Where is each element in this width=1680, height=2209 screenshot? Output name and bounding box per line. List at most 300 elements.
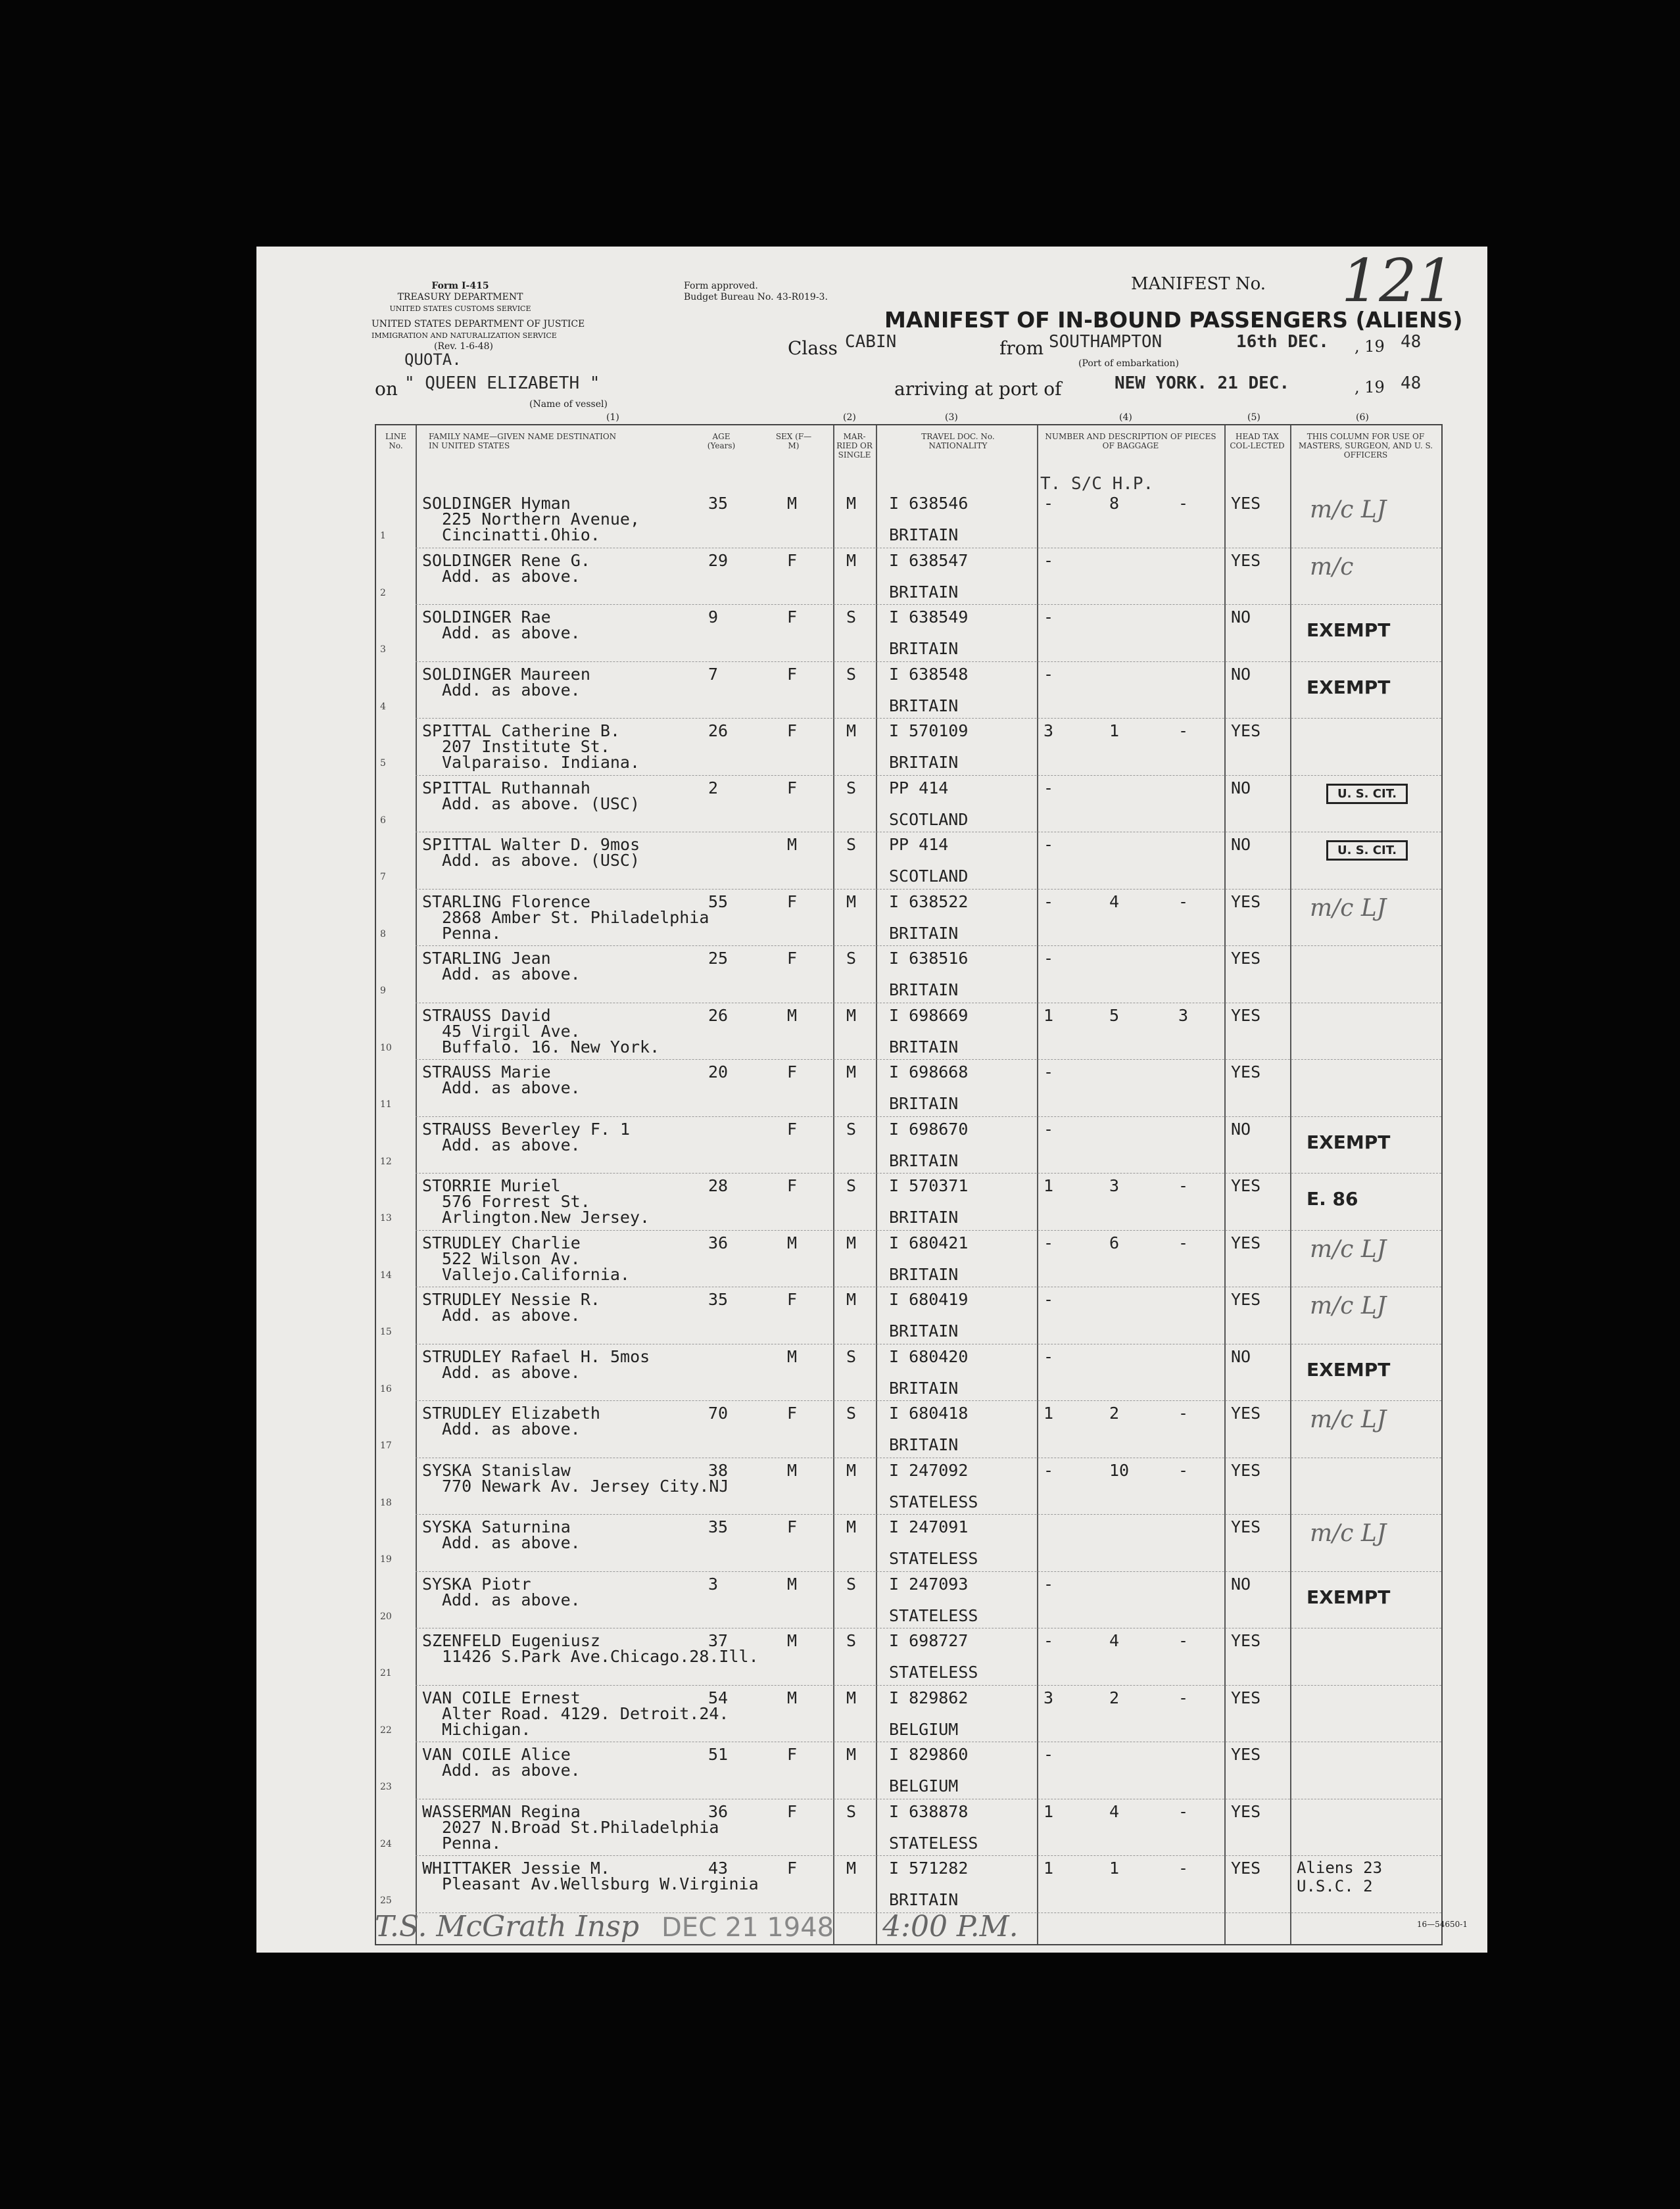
travel-doc-number: I 638547	[889, 550, 969, 570]
head-tax: YES	[1231, 1631, 1261, 1650]
nationality: BRITAIN	[889, 1321, 959, 1341]
officer-note: EXEMPT	[1307, 1131, 1391, 1153]
destination-address: Add. as above. (USC)	[442, 794, 640, 813]
baggage-hp: -	[1178, 1859, 1189, 1878]
baggage-hp: -	[1178, 1176, 1189, 1195]
sex: M	[787, 1005, 798, 1025]
date-stamp: DEC 21 1948	[661, 1912, 834, 1943]
destination-address: Add. as above.	[442, 1533, 581, 1552]
table-row	[376, 832, 1441, 889]
officer-note: E. 86	[1307, 1188, 1358, 1210]
table-row	[376, 548, 1441, 605]
officer-note: m/c LJ	[1310, 1293, 1387, 1319]
table-row	[376, 1628, 1441, 1685]
head-tax: YES	[1231, 1290, 1261, 1309]
head-tax: YES	[1231, 1688, 1261, 1707]
nationality: STATELESS	[889, 1549, 978, 1568]
arrival-port-date: NEW YORK. 21 DEC.	[1115, 373, 1290, 393]
passenger-name: VAN COILE Alice	[422, 1745, 571, 1764]
destination-address: Add. as above. (USC)	[442, 851, 640, 870]
passenger-name: STRAUSS Marie	[422, 1062, 551, 1081]
destination-address: 522 Wilson Av.	[442, 1248, 581, 1268]
travel-doc-number: I 571282	[889, 1859, 969, 1878]
nationality: BRITAIN	[889, 525, 959, 544]
baggage-t: -	[1044, 778, 1054, 797]
nationality: BRITAIN	[889, 1151, 959, 1170]
nationality: SCOTLAND	[889, 809, 969, 829]
nationality: SCOTLAND	[889, 867, 969, 886]
passenger-name: SYSKA Piotr	[422, 1574, 531, 1594]
age: 26	[708, 1005, 729, 1025]
on-label: on	[375, 378, 398, 400]
officer-note: Aliens 23 U.S.C. 2	[1297, 1859, 1401, 1895]
nationality: BRITAIN	[889, 753, 959, 772]
marital-status: S	[846, 1346, 857, 1366]
marital-status: S	[846, 1404, 857, 1423]
sex: F	[787, 1119, 798, 1139]
line-number: 4	[380, 701, 386, 712]
head-tax: YES	[1231, 1517, 1261, 1536]
treasury-dept: TREASURY DEPARTMENT	[397, 292, 523, 302]
head-tax: NO	[1231, 1119, 1251, 1139]
sex: F	[787, 550, 798, 570]
head-tax: YES	[1231, 721, 1261, 740]
passenger-name: SPITTAL Walter D. 9mos	[422, 835, 640, 854]
travel-doc-number: I 698669	[889, 1005, 969, 1025]
table-row	[376, 719, 1441, 775]
baggage-t: -	[1044, 1346, 1054, 1366]
baggage-hp: -	[1178, 1631, 1189, 1650]
line-number: 19	[380, 1554, 392, 1565]
travel-doc-number: PP 414	[889, 835, 949, 854]
destination-address-2: Cincinatti.Ohio.	[442, 525, 600, 544]
travel-doc-number: I 680421	[889, 1233, 969, 1252]
travel-doc-number: I 680418	[889, 1404, 969, 1423]
destination-address: Add. as above.	[442, 964, 581, 984]
line-number: 20	[380, 1611, 392, 1622]
line-number: 17	[380, 1440, 392, 1451]
age: 3	[708, 1574, 719, 1594]
baggage-sc: 4	[1109, 891, 1120, 911]
destination-address: Add. as above.	[442, 566, 581, 586]
travel-doc-number: I 247092	[889, 1460, 969, 1480]
baggage-t: -	[1044, 1631, 1054, 1650]
marital-status: M	[846, 1005, 857, 1025]
baggage-t: -	[1044, 1574, 1054, 1594]
marital-status: M	[846, 1460, 857, 1480]
sex: F	[787, 1062, 798, 1081]
table-row	[376, 1003, 1441, 1060]
vessel-name: " QUEEN ELIZABETH "	[404, 373, 600, 393]
marital-status: M	[846, 1290, 857, 1309]
line-number: 3	[380, 644, 386, 655]
travel-doc-number: I 698668	[889, 1062, 969, 1081]
passenger-name: SPITTAL Catherine B.	[422, 721, 621, 740]
nationality: BRITAIN	[889, 923, 959, 943]
destination-address-2: Buffalo. 16. New York.	[442, 1037, 660, 1057]
line-number: 21	[380, 1668, 392, 1678]
age: 36	[708, 1233, 729, 1252]
head-tax: YES	[1231, 550, 1261, 570]
customs-service: UNITED STATES CUSTOMS SERVICE	[389, 304, 531, 313]
passenger-name: STRAUSS David	[422, 1005, 551, 1025]
class-label: Class	[788, 337, 838, 359]
passenger-name: SZENFELD Eugeniusz	[422, 1631, 600, 1650]
line-number: 11	[380, 1099, 392, 1110]
line-number: 2	[380, 587, 386, 598]
marital-status: M	[846, 1517, 857, 1536]
baggage-t: 1	[1044, 1176, 1054, 1195]
officer-note: EXEMPT	[1307, 676, 1391, 698]
passenger-name: STARLING Florence	[422, 891, 590, 911]
age: 43	[708, 1859, 729, 1878]
budget-bureau: Budget Bureau No. 43-R019-3.	[684, 292, 828, 302]
passenger-name: STARLING Jean	[422, 949, 551, 968]
destination-address-2: Penna.	[442, 1833, 502, 1853]
marital-status: S	[846, 1176, 857, 1195]
nationality: BRITAIN	[889, 980, 959, 999]
baggage-hp: -	[1178, 1801, 1189, 1821]
line-number: 25	[380, 1895, 392, 1906]
travel-doc-number: PP 414	[889, 778, 949, 797]
head-tax: YES	[1231, 1176, 1261, 1195]
table-row	[376, 1117, 1441, 1174]
head-tax: NO	[1231, 1346, 1251, 1366]
head-tax: YES	[1231, 949, 1261, 968]
head-tax: YES	[1231, 891, 1261, 911]
head-tax: YES	[1231, 1062, 1261, 1081]
sex: F	[787, 1801, 798, 1821]
baggage-hp: -	[1178, 1404, 1189, 1423]
passenger-name: STORRIE Muriel	[422, 1176, 561, 1195]
age: 51	[708, 1745, 729, 1764]
baggage-t: -	[1044, 494, 1054, 513]
officer-note: m/c LJ	[1310, 1520, 1387, 1547]
baggage-sc: 4	[1109, 1631, 1120, 1650]
passenger-name: SPITTAL Ruthannah	[422, 778, 590, 797]
table-row	[376, 1401, 1441, 1458]
from-label: from	[999, 337, 1044, 359]
baggage-hp: -	[1178, 1688, 1189, 1707]
age: 9	[708, 607, 719, 627]
form-number: Form I-415	[431, 281, 489, 291]
table-row	[376, 1515, 1441, 1571]
passenger-name: STRUDLEY Nessie R.	[422, 1290, 600, 1309]
destination-address: 45 Virgil Ave.	[442, 1021, 581, 1041]
destination-address: Add. as above.	[442, 1761, 581, 1780]
head-tax: YES	[1231, 1801, 1261, 1821]
header-married: MAR-RIED OR SINGLE	[836, 432, 873, 460]
arrival-year: 48	[1401, 373, 1422, 393]
col-number: (2)	[843, 412, 856, 423]
sex: M	[787, 835, 798, 854]
nationality: BRITAIN	[889, 1435, 959, 1454]
justice-dept: UNITED STATES DEPARTMENT OF JUSTICE	[372, 319, 585, 329]
age: 37	[708, 1631, 729, 1650]
nationality: BRITAIN	[889, 1890, 959, 1909]
marital-status: S	[846, 1119, 857, 1139]
destination-address: 2868 Amber St. Philadelphia	[442, 907, 709, 927]
baggage-sc: 4	[1109, 1801, 1120, 1821]
manifest-number: 121	[1341, 247, 1454, 316]
marital-status: S	[846, 1801, 857, 1821]
baggage-sc: 3	[1109, 1176, 1120, 1195]
header-officers: THIS COLUMN FOR USE OF MASTERS, SURGEON, AND U. S. OFFICERS	[1298, 432, 1433, 460]
table-row	[376, 1344, 1441, 1401]
passenger-name: VAN COILE Ernest	[422, 1688, 581, 1707]
marital-status: M	[846, 721, 857, 740]
table-row	[376, 776, 1441, 832]
age: 35	[708, 1290, 729, 1309]
marital-status: S	[846, 1631, 857, 1650]
passenger-name: STRUDLEY Elizabeth	[422, 1404, 600, 1423]
header-head-tax: HEAD TAX COL-LECTED	[1230, 432, 1285, 450]
destination-address: 225 Northern Avenue,	[442, 510, 640, 529]
officer-note: m/c LJ	[1310, 1406, 1387, 1433]
age: 35	[708, 1517, 729, 1536]
destination-address: 11426 S.Park Ave.Chicago.28.Ill.	[442, 1647, 759, 1666]
destination-address-2: Michigan.	[442, 1719, 531, 1739]
destination-address-2: Valparaiso. Indiana.	[442, 753, 640, 772]
passenger-name: SOLDINGER Rae	[422, 607, 551, 627]
table-row	[376, 1060, 1441, 1116]
line-number: 10	[380, 1042, 392, 1053]
line-number: 16	[380, 1383, 392, 1394]
table-row	[376, 1287, 1441, 1344]
line-number: 15	[380, 1327, 392, 1337]
quota-label: QUOTA.	[404, 350, 462, 369]
age: 2	[708, 778, 719, 797]
destination-address: 576 Forrest St.	[442, 1192, 590, 1211]
travel-doc-number: I 570371	[889, 1176, 969, 1195]
line-number: 8	[380, 928, 386, 939]
travel-doc-number: I 829860	[889, 1745, 969, 1764]
head-tax: YES	[1231, 1233, 1261, 1252]
approval-block	[684, 281, 828, 303]
baggage-t: -	[1044, 607, 1054, 627]
sex: M	[787, 1688, 798, 1707]
nationality: BRITAIN	[889, 1037, 959, 1057]
baggage-t: 1	[1044, 1005, 1054, 1025]
marital-status: S	[846, 778, 857, 797]
table-row	[376, 946, 1441, 1003]
age: 36	[708, 1801, 729, 1821]
passenger-name: STRUDLEY Rafael H. 5mos	[422, 1346, 650, 1366]
marital-status: M	[846, 494, 857, 513]
travel-doc-number: I 680420	[889, 1346, 969, 1366]
nationality: BRITAIN	[889, 1094, 959, 1113]
age: 25	[708, 949, 729, 968]
baggage-t: -	[1044, 1233, 1054, 1252]
marital-status: M	[846, 1745, 857, 1764]
departure-year: 48	[1401, 332, 1422, 352]
class-value: CABIN	[845, 332, 897, 352]
port-of-embarkation: SOUTHAMPTON	[1049, 332, 1163, 352]
table-row	[376, 1742, 1441, 1799]
destination-address: Add. as above.	[442, 623, 581, 642]
marital-status: S	[846, 835, 857, 854]
officer-note: m/c	[1310, 553, 1354, 581]
head-tax: YES	[1231, 1005, 1261, 1025]
nationality: BRITAIN	[889, 582, 959, 602]
baggage-sc: 5	[1109, 1005, 1120, 1025]
travel-doc-number: I 570109	[889, 721, 969, 740]
nationality: STATELESS	[889, 1833, 978, 1853]
sex: M	[787, 494, 798, 513]
sex: F	[787, 607, 798, 627]
ins-service: IMMIGRATION AND NATURALIZATION SERVICE	[372, 331, 557, 340]
passenger-name: SOLDINGER Maureen	[422, 664, 590, 684]
officer-note: m/c LJ	[1310, 1235, 1387, 1263]
table-row	[376, 1572, 1441, 1628]
travel-doc-number: I 638878	[889, 1801, 969, 1821]
baggage-sc: 10	[1109, 1460, 1130, 1480]
baggage-t: -	[1044, 1062, 1054, 1081]
nationality: BRITAIN	[889, 1208, 959, 1227]
line-number: 22	[380, 1724, 392, 1736]
officer-note: EXEMPT	[1307, 619, 1391, 641]
passenger-name: WASSERMAN Regina	[422, 1801, 581, 1821]
baggage-t: 1	[1044, 1859, 1054, 1878]
age: 26	[708, 721, 729, 740]
destination-address: Add. as above.	[442, 1419, 581, 1438]
sex: M	[787, 1631, 798, 1650]
line-number: 14	[380, 1270, 392, 1281]
manifest-page	[256, 247, 1487, 1953]
baggage-sc: 8	[1109, 494, 1120, 513]
officer-note: EXEMPT	[1307, 1586, 1391, 1608]
col-number: (4)	[1119, 412, 1132, 423]
header-name: FAMILY NAME—GIVEN NAME DESTINATION IN UNITED STATES	[429, 432, 617, 450]
baggage-hp: 3	[1178, 1005, 1189, 1025]
nationality: STATELESS	[889, 1492, 978, 1511]
nationality: BELGIUM	[889, 1719, 959, 1739]
travel-doc-number: I 638516	[889, 949, 969, 968]
destination-address-2: Penna.	[442, 923, 502, 943]
col-number: (5)	[1247, 412, 1260, 423]
head-tax: YES	[1231, 1745, 1261, 1764]
nationality: BRITAIN	[889, 639, 959, 658]
baggage-hp: -	[1178, 1460, 1189, 1480]
nationality: BRITAIN	[889, 696, 959, 715]
sex: M	[787, 1233, 798, 1252]
sex: F	[787, 1404, 798, 1423]
year-prefix-2: , 19	[1355, 378, 1385, 396]
sex: F	[787, 891, 798, 911]
baggage-sc: 6	[1109, 1233, 1120, 1252]
baggage-t: 1	[1044, 1404, 1054, 1423]
destination-address-2: Vallejo.California.	[442, 1264, 630, 1284]
destination-address-2: Arlington.New Jersey.	[442, 1208, 650, 1227]
travel-doc-number: I 638549	[889, 607, 969, 627]
passenger-name: STRAUSS Beverley F. 1	[422, 1119, 631, 1139]
table-row	[376, 605, 1441, 661]
baggage-sc: 2	[1109, 1688, 1120, 1707]
marital-status: M	[846, 1062, 857, 1081]
manifest-number-label: MANIFEST No.	[1131, 274, 1266, 294]
travel-doc-number: I 638548	[889, 664, 969, 684]
baggage-t: 3	[1044, 721, 1054, 740]
line-number: 9	[380, 986, 386, 996]
col-number: (6)	[1356, 412, 1369, 423]
marital-status: M	[846, 1688, 857, 1707]
baggage-sc: 2	[1109, 1404, 1120, 1423]
header-baggage: NUMBER AND DESCRIPTION OF PIECES OF BAGGAGE	[1045, 432, 1216, 450]
table-row	[376, 1856, 1441, 1912]
baggage-t: -	[1044, 835, 1054, 854]
head-tax: NO	[1231, 664, 1251, 684]
officer-note: m/c LJ	[1310, 496, 1387, 523]
line-number: 7	[380, 872, 386, 882]
travel-doc-number: I 698727	[889, 1631, 969, 1650]
baggage-t: -	[1044, 664, 1054, 684]
sex: F	[787, 1176, 798, 1195]
age: 70	[708, 1404, 729, 1423]
passenger-name: SOLDINGER Rene G.	[422, 550, 590, 570]
line-number: 24	[380, 1838, 392, 1849]
table-row	[376, 662, 1441, 719]
head-tax: NO	[1231, 835, 1251, 854]
baggage-sc: 1	[1109, 1859, 1120, 1878]
baggage-hp: -	[1178, 494, 1189, 513]
passenger-name: SYSKA Saturnina	[422, 1517, 571, 1536]
line-number: 23	[380, 1782, 392, 1792]
form-code: 16—54650-1	[1416, 1920, 1468, 1929]
baggage-sc: 1	[1109, 721, 1120, 740]
sex: M	[787, 1574, 798, 1594]
header-age: AGE (Years)	[707, 432, 736, 450]
baggage-t: -	[1044, 1290, 1054, 1309]
travel-doc-number: I 247091	[889, 1517, 969, 1536]
col-number: (1)	[606, 412, 619, 423]
arriving-label: arriving at port of	[894, 378, 1062, 400]
baggage-t: -	[1044, 1460, 1054, 1480]
nationality: STATELESS	[889, 1663, 978, 1682]
vessel-caption: (Name of vessel)	[529, 399, 608, 410]
age: 7	[708, 664, 719, 684]
officer-note: m/c LJ	[1310, 894, 1387, 922]
passenger-name: STRUDLEY Charlie	[422, 1233, 581, 1252]
passenger-name: SYSKA Stanislaw	[422, 1460, 571, 1480]
destination-address: Add. as above.	[442, 1135, 581, 1154]
baggage-hp: -	[1178, 721, 1189, 740]
destination-address: Add. as above.	[442, 680, 581, 700]
sex: F	[787, 721, 798, 740]
signature-text: T.S. McGrath Insp	[375, 1910, 639, 1943]
baggage-hp: -	[1178, 1233, 1189, 1252]
officer-note: U. S. CIT.	[1326, 840, 1408, 861]
baggage-hp: -	[1178, 891, 1189, 911]
baggage-t: -	[1044, 550, 1054, 570]
page-title: MANIFEST OF IN-BOUND PASSENGERS (ALIENS)	[884, 307, 1463, 333]
passenger-name: SOLDINGER Hyman	[422, 494, 571, 513]
destination-address: 770 Newark Av. Jersey City.NJ	[442, 1476, 729, 1496]
destination-address: Alter Road. 4129. Detroit.24.	[442, 1703, 729, 1723]
age: 38	[708, 1460, 729, 1480]
age: 29	[708, 550, 729, 570]
inspector-signature	[375, 1910, 1019, 1943]
travel-doc-number: I 698670	[889, 1119, 969, 1139]
destination-address: Pleasant Av.Wellsburg W.Virginia	[442, 1874, 759, 1893]
nationality: STATELESS	[889, 1605, 978, 1625]
head-tax: NO	[1231, 778, 1251, 797]
passenger-table	[375, 412, 1443, 1945]
marital-status: S	[846, 949, 857, 968]
travel-doc-number: I 638522	[889, 891, 969, 911]
head-tax: NO	[1231, 1574, 1251, 1594]
form-revision: (Rev. 1-6-48)	[434, 341, 493, 352]
sex: F	[787, 1290, 798, 1309]
